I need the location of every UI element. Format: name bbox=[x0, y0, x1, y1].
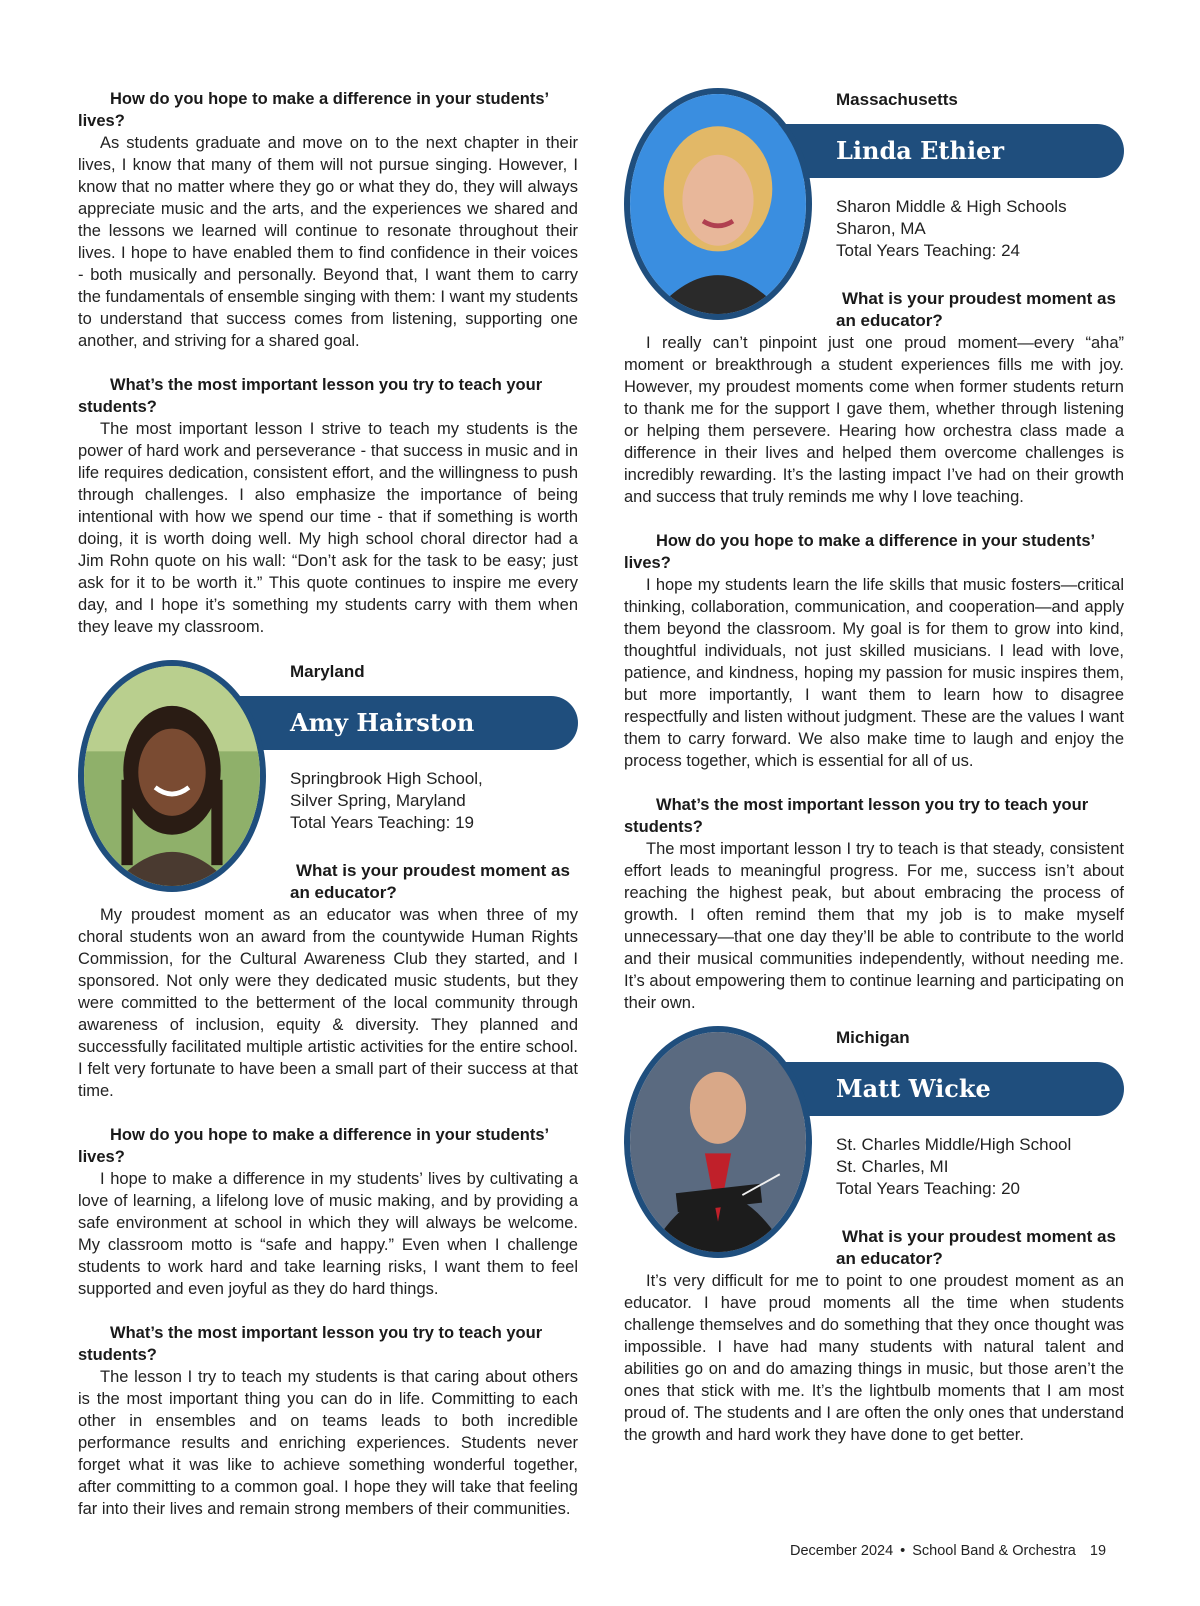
answer: I hope to make a difference in my students’ lives by cultivating a love of learning, a lifelong love of music making, and by providing a safe environment at school in which they will always be welcome. My classroom motto is “safe and happy.” Even when I challenge students to work hard and take learning risks, I want them to feel supported and even joyful as they do hard things. bbox=[78, 1170, 578, 1298]
question: How do you hope to make a difference in your students’ lives? bbox=[78, 1126, 549, 1166]
teacher-profile-linda-ethier bbox=[624, 88, 1124, 330]
qa-block bbox=[78, 904, 578, 1102]
years-teaching: Total Years Teaching: 20 bbox=[836, 1179, 1020, 1198]
teacher-photo bbox=[624, 88, 812, 320]
years-teaching: Total Years Teaching: 24 bbox=[836, 241, 1020, 260]
portrait-photo-icon bbox=[630, 1032, 806, 1252]
question: How do you hope to make a difference in your students’ lives? bbox=[624, 532, 1095, 572]
footer-separator: • bbox=[900, 1543, 906, 1559]
teacher-info bbox=[836, 1134, 1071, 1200]
qa-block bbox=[78, 374, 578, 638]
teacher-name: Linda Ethier bbox=[836, 136, 1004, 165]
proudest-moment-question: What is your proudest moment as an educator? bbox=[836, 1227, 1116, 1268]
page-number: 19 bbox=[1089, 1543, 1107, 1559]
qa-block bbox=[624, 794, 1124, 1014]
proudest-moment-question: What is your proudest moment as an educator? bbox=[290, 861, 570, 902]
school-name: Springbrook High School, bbox=[290, 769, 483, 788]
qa-block bbox=[78, 88, 578, 352]
school-name: St. Charles Middle/High School bbox=[836, 1135, 1072, 1154]
right-column bbox=[624, 88, 1124, 1468]
school-name: Sharon Middle & High Schools bbox=[836, 197, 1067, 216]
qa-block bbox=[78, 1322, 578, 1520]
teacher-photo bbox=[624, 1026, 812, 1258]
state-label: Michigan bbox=[836, 1028, 910, 1047]
teacher-name: Matt Wicke bbox=[836, 1074, 991, 1103]
teacher-profile-amy-hairston bbox=[78, 660, 578, 902]
state-label: Massachusetts bbox=[836, 90, 958, 109]
issue-date: December 2024 bbox=[790, 1543, 894, 1559]
qa-block bbox=[624, 1270, 1124, 1446]
page-footer bbox=[790, 1543, 1106, 1559]
answer: My proudest moment as an educator was when three of my choral students won an award from the countywide Human Rights Commission, for the Cultural Awareness Club they started, and I sponsored. Not only were they dedicated music students, but they were committed to the betterment of the local community through awareness of inclusion, equity & diversity. They planned and successfully facilitated multiple artistic activities for the entire school. I felt very fortunate to have been a small part of their success at that time. bbox=[78, 906, 578, 1100]
state-label: Maryland bbox=[290, 662, 365, 681]
qa-block bbox=[78, 1124, 578, 1300]
teacher-info bbox=[290, 768, 483, 834]
school-location: Silver Spring, Maryland bbox=[290, 791, 466, 810]
question: What’s the most important lesson you try to teach your students? bbox=[78, 376, 543, 416]
left-column bbox=[78, 88, 578, 1542]
teacher-photo bbox=[78, 660, 266, 892]
answer: As students graduate and move on to the next chapter in their lives, I know that many of them will not pursue singing. However, I know that no matter where they go or what they do, they will always appreciate music and the arts, and the experiences we shared and the lessons we learned will continue to resonate throughout their lives. I hope to have enabled them to find confidence in their voices - both musically and personally. Beyond that, I want them to carry the fundamentals of ensemble singing with them: I want my students to understand that success comes from listening, supporting one another, and striving for a shared goal. bbox=[78, 134, 578, 350]
qa-block bbox=[624, 332, 1124, 508]
question: What’s the most important lesson you try to teach your students? bbox=[624, 796, 1089, 836]
proudest-moment-question: What is your proudest moment as an educator? bbox=[836, 289, 1116, 330]
answer: I hope my students learn the life skills that music fosters—critical thinking, collaboration, communication, and cooperation—and apply them beyond the classroom. My goal is for them to grow into kind, thoughtful individuals, not just skilled musicians. I lead with love, patience, and kindness, hoping my passion for music inspires them, but more importantly, I want them to learn how to disagree respectfully and listen without judgment. These are the values I want them to carry forward. We also make time to laugh and enjoy the process together, which is essential for all of us. bbox=[624, 576, 1124, 770]
publication-name: School Band & Orchestra bbox=[912, 1543, 1076, 1559]
school-location: St. Charles, MI bbox=[836, 1157, 949, 1176]
answer: The most important lesson I try to teach is that steady, consistent effort leads to meaningful progress. For me, success isn’t about reaching the highest peak, but about embracing the process of growth. I often remind them that my job is to make myself unnecessary—that one day they’ll be able to contribute to the world and their musical communities independently, without needing me. It’s about empowering them to continue learning and participating on their own. bbox=[624, 840, 1124, 1012]
portrait-photo-icon bbox=[630, 94, 806, 314]
qa-block bbox=[624, 530, 1124, 772]
answer: The lesson I try to teach my students is that caring about others is the most important thing you can do in life. Committing to each other in ensembles and on teams leads to both incredible performance results and enriching experiences. Students never forget what it was like to achieve something wonderful together, after committing to a common goal. I hope they will take that feeling far into their lives and remain strong members of their communities. bbox=[78, 1368, 578, 1518]
answer: I really can’t pinpoint just one proud moment—every “aha” moment or breakthrough a student experiences fills me with joy. However, my proudest moments come when former students return to thank me for the support I gave them, whether through listening or helping them persevere. Hearing how orchestra class made a difference in their lives and helped them overcome challenges is incredibly rewarding. It’s the lasting impact I’ve had on their growth and success that truly reminds me why I love teaching. bbox=[624, 334, 1124, 506]
question: How do you hope to make a difference in your students’ lives? bbox=[78, 90, 549, 130]
school-location: Sharon, MA bbox=[836, 219, 926, 238]
teacher-profile-matt-wicke bbox=[624, 1026, 1124, 1268]
years-teaching: Total Years Teaching: 19 bbox=[290, 813, 474, 832]
portrait-photo-icon bbox=[84, 666, 260, 886]
teacher-name: Amy Hairston bbox=[290, 708, 475, 737]
teacher-info bbox=[836, 196, 1067, 262]
answer: It’s very difficult for me to point to one proudest moment as an educator. I have proud moments all the time when students challenge themselves and do something that they once thought was impossible. I have had many students with natural talent and abilities go on and do amazing things in music, but those aren’t the ones that stick with me. It’s the lightbulb moments that I am most proud of. The students and I are often the only ones that understand the growth and hard work they have done to get better. bbox=[624, 1272, 1124, 1444]
question: What’s the most important lesson you try to teach your students? bbox=[78, 1324, 543, 1364]
answer: The most important lesson I strive to teach my students is the power of hard work and perseverance - that success in music and in life requires dedication, consistent effort, and the willingness to push through challenges. I also emphasize the importance of being intentional with how we spend our time - that if something is worth doing, it is worth doing well. My high school choral director had a Jim Rohn quote on his wall: “Don’t ask for the task to be easy; just ask for it to be worth it.” This quote continues to inspire me every day, and I hope it’s something my students carry with them when they leave my classroom. bbox=[78, 420, 578, 636]
